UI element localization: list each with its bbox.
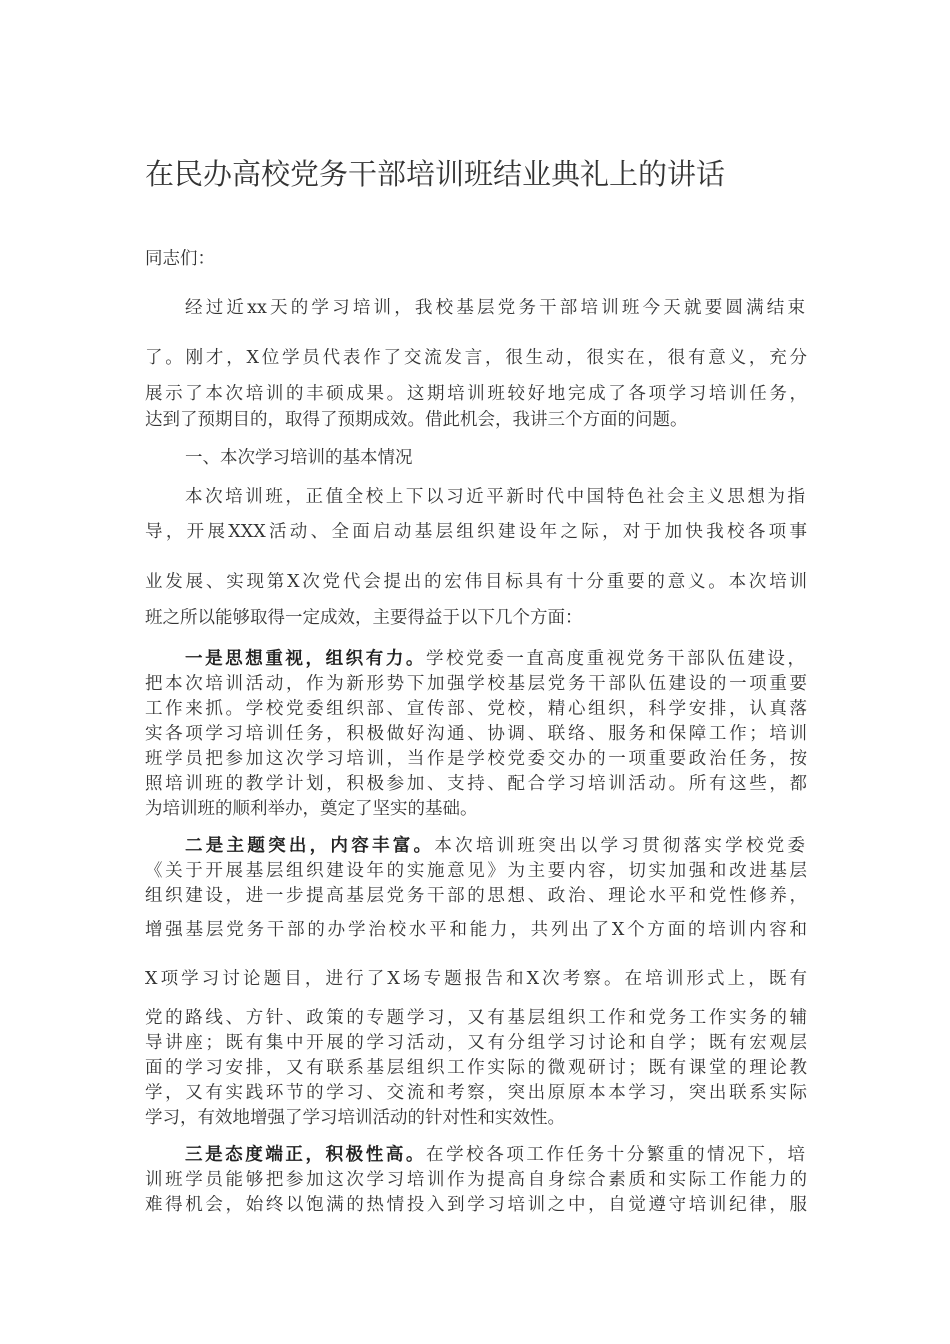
para1-line: 了。刚才，X位学员代表作了交流发言，很生动，很实在，很有意义，充分 (145, 348, 807, 368)
section-heading: 一、本次学习培训的基本情况 (185, 448, 413, 468)
point1-line: 照培训班的教学计划，积极参加、支持、配合学习培训活动。所有这些，都 (145, 774, 807, 794)
point2-lead: 二是主题突出，内容丰富。 (185, 836, 435, 856)
point2-line: 学习，有效地增强了学习培训活动的针对性和实效性。 (145, 1108, 565, 1128)
para1-line: 达到了预期目的，取得了预期成效。借此机会，我讲三个方面的问题。 (145, 410, 688, 430)
point2-line: 学，又有实践环节的学习、交流和考察，突出原原本本学习，突出联系实际 (145, 1083, 807, 1103)
point3-lead: 三是态度端正，积极性高。 (185, 1145, 426, 1165)
point1-line: 把本次培训活动，作为新形势下加强学校基层党务干部队伍建设的一项重要 (145, 674, 807, 694)
point3-line: 训班学员能够把参加这次学习培训作为提高自身综合素质和实际工作能力的 (145, 1170, 807, 1190)
point1-lead: 一是思想重视，组织有力。 (185, 649, 426, 669)
point2-line: 增强基层党务干部的办学治校水平和能力，共列出了X个方面的培训内容和 (145, 920, 807, 940)
point2-line: 《关于开展基层组织建设年的实施意见》为主要内容，切实加强和改进基层 (145, 861, 807, 881)
para2-line: 班之所以能够取得一定成效，主要得益于以下几个方面： (145, 608, 583, 628)
document-title: 在民办高校党务干部培训班结业典礼上的讲话 (145, 157, 726, 191)
point1-line: 为培训班的顺利举办，奠定了坚实的基础。 (145, 799, 478, 819)
para2-line: 业发展、实现第X次党代会提出的宏伟目标具有十分重要的意义。本次培训 (145, 572, 807, 592)
point1-line: 班学员把参加这次学习培训，当作是学校党委交办的一项重要政治任务，按 (145, 749, 807, 769)
point2-line: 组织建设，进一步提高基层党务干部的思想、政治、理论水平和党性修养， (145, 886, 807, 906)
point1-line: 工作来抓。学校党委组织部、宣传部、党校，精心组织，科学安排，认真落 (145, 699, 807, 719)
point1-line: 一是思想重视，组织有力。学校党委一直高度重视党务干部队伍建设， (185, 649, 805, 669)
point3-line: 难得机会，始终以饱满的热情投入到学习培训之中，自觉遵守培训纪律，服 (145, 1195, 807, 1215)
para1-line: 展示了本次培训的丰硕成果。这期培训班较好地完成了各项学习培训任务， (145, 384, 807, 404)
point2-line: 导讲座；既有集中开展的学习活动，又有分组学习讨论和自学；既有宏观层 (145, 1033, 807, 1053)
point2-line: 二是主题突出，内容丰富。本次培训班突出以学习贯彻落实学校党委 (185, 836, 806, 856)
salutation: 同志们： (145, 249, 215, 269)
point1-line: 实各项学习培训任务，积极做好沟通、协调、联络、服务和保障工作；培训 (145, 724, 807, 744)
point2-line: X项学习讨论题目，进行了X场专题报告和X次考察。在培训形式上，既有 (145, 969, 807, 989)
para2-line: 本次培训班，正值全校上下以习近平新时代中国特色社会主义思想为指 (185, 487, 805, 507)
para2-line: 导，开展XXX活动、全面启动基层组织建设年之际，对于加快我校各项事 (145, 522, 807, 542)
point3-line: 三是态度端正，积极性高。在学校各项工作任务十分繁重的情况下，培 (185, 1145, 805, 1165)
point2-line: 党的路线、方针、政策的专题学习，又有基层组织工作和党务工作实务的辅 (145, 1008, 807, 1028)
point2-line: 面的学习安排，又有联系基层组织工作实际的微观研讨；既有课堂的理论教 (145, 1058, 807, 1078)
para1-line: 经过近xx天的学习培训，我校基层党务干部培训班今天就要圆满结束 (185, 298, 805, 318)
